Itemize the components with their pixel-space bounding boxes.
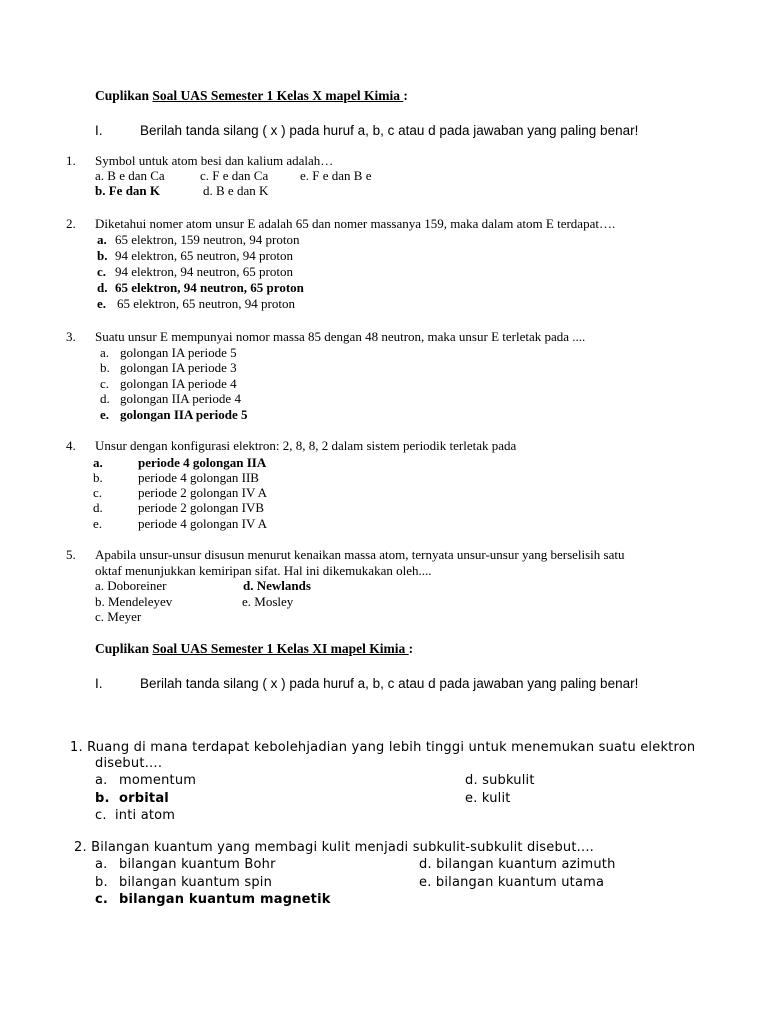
s2-q2-option-a: bilangan kuantum Bohr (119, 857, 276, 872)
q2-option-a: 65 elektron, 159 neutron, 94 proton (115, 232, 300, 247)
s2-q1-text-line2: disebut…. (95, 756, 163, 771)
s2-q2-option-d: d. bilangan kuantum azimuth (419, 857, 616, 872)
q3-option-e-letter: e. (100, 407, 110, 422)
q2-number: 2. (66, 216, 76, 231)
q3-option-c: golongan IA periode 4 (120, 376, 237, 391)
s2-q2-option-e: e. bilangan kuantum utama (419, 875, 605, 890)
q3-option-a-letter: a. (100, 345, 110, 360)
q5-option-a: a. Doboreiner (95, 578, 167, 593)
q2-option-b: 94 elektron, 65 neutron, 94 proton (115, 248, 293, 263)
s2-q1-option-e: e. kulit (465, 791, 511, 806)
q2-text: Diketahui nomer atom unsur E adalah 65 dan nomer massanya 159, maka dalam atom E terdapat…. (95, 216, 616, 231)
s2-q1-option-c-letter: c. (95, 808, 107, 823)
section1-title-prefix: Cuplikan (95, 88, 153, 103)
s2-q1-option-b: orbital (119, 791, 169, 806)
q3-number: 3. (66, 329, 76, 344)
section1-instruction: Berilah tanda silang ( x ) pada huruf a, b, c atau d pada jawaban yang paling benar! (140, 123, 639, 138)
section2-title-underlined: Soal UAS Semester 1 Kelas XI mapel Kimia (152, 641, 409, 656)
q5-option-c: c. Meyer (95, 609, 142, 624)
q3-option-c-letter: c. (100, 376, 110, 391)
section2-title-suffix: : (408, 641, 414, 656)
q5-number: 5. (66, 547, 76, 562)
s2-q2-option-c-letter: c. (95, 892, 109, 907)
q4-option-d-letter: d. (93, 500, 103, 515)
q1-option-c: c. F e dan Ca (200, 168, 269, 183)
q1-option-d: d. B e dan K (203, 183, 269, 198)
q2-option-c-letter: c. (97, 264, 107, 279)
s2-q2-option-b: bilangan kuantum spin (119, 875, 273, 890)
q3-option-a: golongan IA periode 5 (120, 345, 237, 360)
q4-option-b-letter: b. (93, 470, 103, 485)
q2-option-d: 65 elektron, 94 neutron, 65 proton (115, 280, 304, 295)
q4-option-e-letter: e. (93, 516, 103, 531)
q2-option-a-letter: a. (97, 232, 107, 247)
q4-option-a: periode 4 golongan IIA (138, 455, 267, 470)
q5-text-line1: Apabila unsur-unsur disusun menurut kenaikan massa atom, ternyata unsur-unsur yang berselisih satu (95, 547, 625, 562)
q4-option-c: periode 2 golongan IV A (138, 485, 268, 500)
section1-title-suffix: : (403, 88, 408, 103)
q2-option-e-letter: e. (97, 296, 107, 311)
section2-instruction-numeral: I. (95, 676, 103, 691)
q5-option-b: b. Mendeleyev (95, 594, 173, 609)
q2-option-e: 65 elektron, 65 neutron, 94 proton (117, 296, 295, 311)
q3-text: Suatu unsur E mempunyai nomor massa 85 dengan 48 neutron, maka unsur E terletak pada .... (95, 329, 586, 344)
q3-option-b-letter: b. (100, 360, 110, 375)
section1-instruction-numeral: I. (95, 123, 103, 138)
q4-option-b: periode 4 golongan IIB (138, 470, 259, 485)
q3-option-d: golongan IIA periode 4 (120, 391, 241, 406)
s2-q1-text-line1: 1. Ruang di mana terdapat kebolehjadian yang lebih tinggi untuk menemukan suatu elektron (70, 740, 696, 755)
q2-option-b-letter: b. (97, 248, 108, 263)
s2-q1-option-d: d. subkulit (465, 773, 535, 788)
s2-q1-option-a-letter: a. (95, 773, 108, 788)
s2-q2-text: 2. Bilangan kuantum yang membagi kulit menjadi subkulit-subkulit disebut.... (74, 840, 594, 855)
q4-number: 4. (66, 438, 76, 453)
q2-option-c: 94 elektron, 94 neutron, 65 proton (115, 264, 293, 279)
q3-option-d-letter: d. (100, 391, 110, 406)
s2-q2-option-b-letter: b. (95, 875, 108, 890)
s2-q2-option-a-letter: a. (95, 857, 108, 872)
q1-option-a: a. B e dan Ca (95, 168, 165, 183)
s2-q1-option-a: momentum (119, 773, 197, 788)
section1-title-underlined: Soal UAS Semester 1 Kelas X mapel Kimia (152, 88, 404, 103)
section1-title (95, 88, 408, 104)
q2-option-d-letter: d. (97, 280, 108, 295)
q4-text: Unsur dengan konfigurasi elektron: 2, 8, 8, 2 dalam sistem periodik terletak pada (95, 438, 517, 453)
q5-option-e: e. Mosley (242, 594, 294, 609)
q4-option-c-letter: c. (93, 485, 103, 500)
section2-instruction: Berilah tanda silang ( x ) pada huruf a, b, c atau d pada jawaban yang paling benar! (140, 676, 639, 691)
q5-option-d: d. Newlands (243, 578, 311, 593)
q4-option-a-letter: a. (93, 455, 103, 470)
section2-title-prefix: Cuplikan (95, 641, 153, 656)
q1-text: Symbol untuk atom besi dan kalium adalah… (95, 153, 334, 168)
section2-title (95, 641, 413, 657)
q1-option-e: e. F e dan B e (300, 168, 372, 183)
q1-option-b: b. Fe dan K (95, 183, 161, 198)
q3-option-b: golongan IA periode 3 (120, 360, 237, 375)
q4-option-d: periode 2 golongan IVB (138, 500, 265, 515)
s2-q2-option-c: bilangan kuantum magnetik (119, 892, 331, 907)
q4-option-e: periode 4 golongan IV A (138, 516, 268, 531)
q1-number: 1. (66, 153, 76, 168)
s2-q1-option-b-letter: b. (95, 791, 110, 806)
s2-q1-option-c: inti atom (115, 808, 176, 823)
q3-option-e: golongan IIA periode 5 (120, 407, 248, 422)
q5-text-line2: oktaf menunjukkan kemiripan sifat. Hal ini dikemukakan oleh.... (95, 563, 432, 578)
